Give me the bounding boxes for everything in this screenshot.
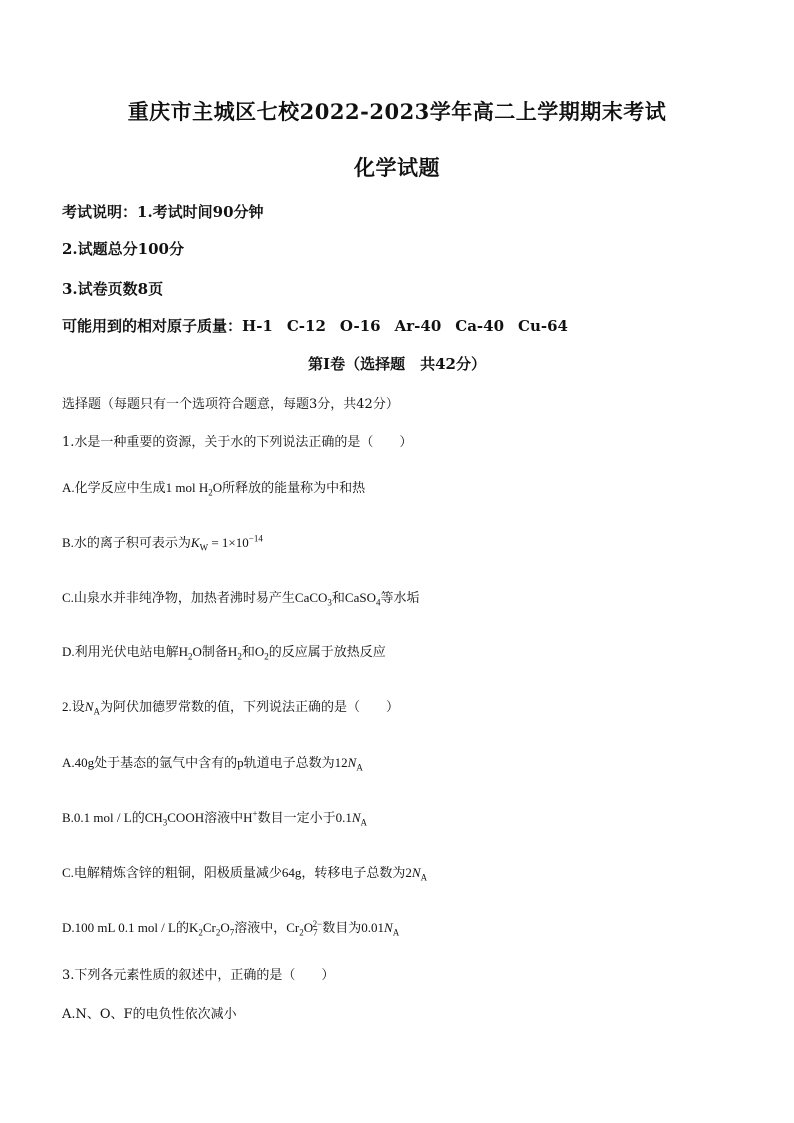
q2-option-b: B.0.1 mol / L的$CH_3COOH$溶液中H+数目一定小于$0.1N_A$ <box>62 808 368 828</box>
document-title: 重庆市主城区七校2022-2023学年高二上学期期末考试 <box>127 99 667 124</box>
atomic-mass-item: O-16 <box>339 317 381 335</box>
atomic-mass-item: Cu-64 <box>518 317 568 335</box>
q2-option-a: A.40g处于基态的氩气中含有的p轨道电子总数为$12N_A$ <box>62 755 363 773</box>
q2-stem: 2.设$N_A$为阿伏加德罗常数的值，下列说法正确的是（ ） <box>62 699 399 717</box>
q1-option-c: C.山泉水并非纯净物，加热者沸时易产生CaCO$_3$和CaSO$_4$等水垢 <box>62 590 420 608</box>
document-subtitle: 化学试题 <box>354 155 440 180</box>
atomic-mass-item: H-1 <box>242 317 273 335</box>
atomic-masses-label: 可能用到的相对原子质量： <box>62 317 243 335</box>
q1-stem: 1.水是一种重要的资源，关于水的下列说法正确的是（ ） <box>62 435 413 450</box>
q1-option-b: B.水的离子积可表示为$K_W = 1\times 10^{-14}$ <box>62 533 263 553</box>
q3-stem: 3.下列各元素性质的叙述中，正确的是（ ） <box>62 968 335 983</box>
exam-total-score: 2.试题总分100分 <box>62 240 184 258</box>
q3-option-a: A.N、O、F的电负性依次减小 <box>62 1007 237 1022</box>
atomic-mass-item: Ar-40 <box>394 317 442 335</box>
q1-option-d: D.利用光伏电站电解$H_2O$制备$H_2$和$O_2$的反应属于放热反应 <box>62 644 386 662</box>
section-heading: 第Ⅰ卷（选择题 共42分） <box>308 355 486 373</box>
atomic-mass-item: C-12 <box>286 317 326 335</box>
exam-page-count: 3.试卷页数8页 <box>62 280 164 298</box>
q2-option-d: D.100 mL 0.1 mol / L的$K_2Cr_2O_7$溶液中，$Cr_2O_7^{2-}$数目为$0.01N_A$ <box>62 918 400 938</box>
atomic-masses <box>62 315 568 336</box>
q1-option-a: A.化学反应中生成1 mol $H_2O$所释放的能量称为中和热 <box>62 480 366 498</box>
exam-duration: 考试说明：1.考试时间90分钟 <box>62 203 264 221</box>
section-instruction: 选择题（每题只有一个选项符合题意，每题3分，共42分） <box>62 397 399 412</box>
atomic-mass-item: Ca-40 <box>455 317 505 335</box>
q2-option-c: C.电解精炼含锌的粗铜，阳极质量减少64g，转移电子总数为$2N_A$ <box>62 865 428 883</box>
